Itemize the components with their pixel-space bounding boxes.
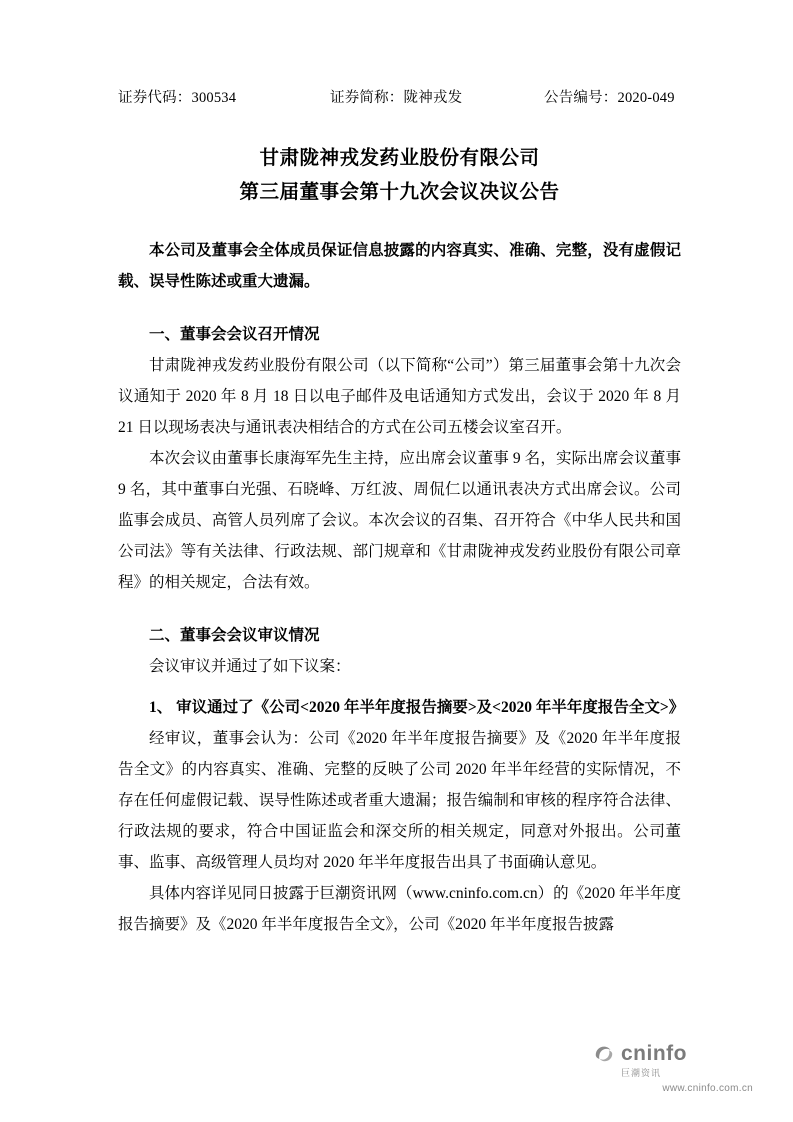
resolution-item-1-paragraph-1: 经审议，董事会认为：公司《2020 年半年度报告摘要》及《2020 年半年度报告全文》的内容真实、准确、完整的反映了公司 2020 年半年经营的实际情况，不存在任何虚假记载、误导性陈述或者重大遗漏；报告编制和审核的程序符合法律、行政法规的要求，符合中国证监会和深交所的相关规定，同意对外报出。公司董事、监事、高级管理人员均对 2020 年半年度报告出具了书面确认意见。 — [118, 729, 681, 871]
logo-row — [593, 1042, 753, 1064]
section-1-paragraph-2: 本次会议由董事长康海军先生主持，应出席会议董事 9 名，实际出席会议董事 9 名，其中董事白光强、石晓峰、万红波、周侃仁以通讯表决方式出席会议。公司监事会成员、高管人员列席了会议。本次会议的召集、召开符合《中华人民共和国公司法》等有关法律、行政法规、部门规章和《甘肃陇神戎发药业股份有限公司章程》的相关规定，合法有效。 — [118, 449, 681, 591]
title-line-1: 甘肃陇神戎发药业股份有限公司 — [259, 148, 540, 170]
resolution-item-1-heading: 1、 审议通过了《公司<2020 年半年度报告摘要>及<2020 年半年度报告全文>》 — [149, 698, 685, 716]
section-2-paragraph-1: 会议审议并通过了如下议案： — [149, 657, 351, 675]
cninfo-logo-text: cninfo — [621, 1041, 687, 1065]
section-1-paragraph-1: 甘肃陇神戎发药业股份有限公司（以下简称“公司”）第三届董事会第十九次会议通知于 2020 年 8 月 18 日以电子邮件及电话通知方式发出，会议于 2020 年 8 月 21 日以现场表决与通讯表决相结合的方式在公司五楼会议室召开。 — [118, 356, 681, 436]
disclosure-statement: 本公司及董事会全体成员保证信息披露的内容真实、准确、完整，没有虚假记载、误导性陈述或重大遗漏。 — [118, 241, 681, 290]
cninfo-url: www.cninfo.com.cn — [662, 1083, 753, 1094]
document-header — [118, 88, 681, 108]
cninfo-logo-subtitle: 巨潮资讯 — [621, 1068, 662, 1078]
cninfo-watermark — [593, 1042, 753, 1094]
section-heading-1: 一、董事会会议召开情况 — [149, 325, 320, 343]
cninfo-logo-icon — [593, 1042, 615, 1064]
security-code: 证券代码：300534 — [118, 90, 237, 106]
security-abbreviation: 证券简称：陇神戎发 — [330, 90, 463, 106]
title-line-2: 第三届董事会第十九次会议决议公告 — [239, 182, 560, 204]
section-heading-2: 二、董事会会议审议情况 — [149, 626, 320, 644]
page-title — [118, 142, 681, 210]
notice-number: 公告编号：2020-049 — [544, 90, 675, 106]
resolution-item-1-paragraph-2: 具体内容详见同日披露于巨潮资讯网（www.cninfo.com.cn）的《2020 年半年度报告摘要》及《2020 年半年度报告全文》，公司《2020 年半年度报告披露 — [118, 884, 681, 933]
